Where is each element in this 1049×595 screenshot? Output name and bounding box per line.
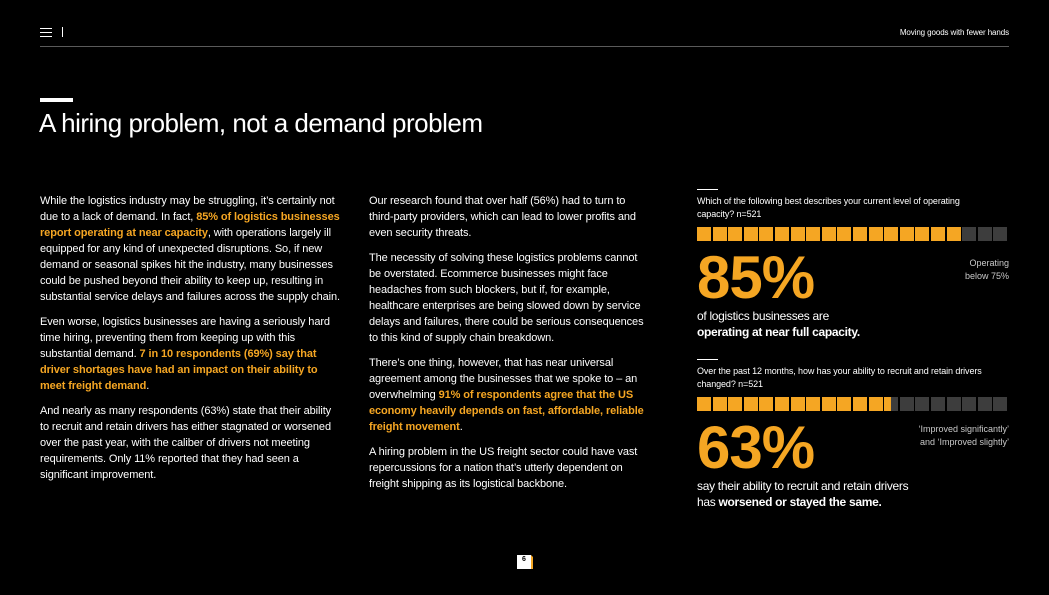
meter-block bbox=[947, 397, 961, 411]
meter-block bbox=[791, 397, 805, 411]
meter-block bbox=[697, 397, 711, 411]
meter-block bbox=[869, 227, 883, 241]
caption-line-bold: operating at near full capacity. bbox=[697, 325, 860, 339]
meter-block bbox=[728, 227, 742, 241]
meter-block bbox=[713, 397, 727, 411]
stat-side-note bbox=[965, 257, 1009, 283]
meter-block bbox=[806, 397, 820, 411]
body-paragraph bbox=[40, 314, 340, 394]
body-column-middle bbox=[369, 193, 651, 501]
body-paragraph bbox=[40, 193, 340, 305]
side-note-line: below 75% bbox=[964, 271, 1009, 281]
meter-block bbox=[806, 227, 820, 241]
big-stat-number: 63% bbox=[697, 414, 815, 481]
survey-question: Which of the following best describes your current level of operating capacity? n=521 bbox=[697, 196, 960, 219]
stat-rule bbox=[697, 189, 718, 190]
title-rule bbox=[40, 98, 73, 102]
body-paragraph bbox=[369, 250, 651, 346]
side-note-line: and ‘Improved slightly’ bbox=[919, 437, 1009, 447]
meter-block bbox=[744, 397, 758, 411]
highlighted-stat-text: 7 in 10 respondents (69%) say that driver shortages have had an impact on their ability to meet freight demand bbox=[40, 348, 318, 392]
paragraph-text: , with operations largely ill equipped for any kind of unexpected disruptions. So, if new demand or seasonal spikes hit the industry, many businesses could be pushed beyond their ability to keep up, resulting in substantial service delays and failures across the supply chain. bbox=[40, 227, 340, 303]
stat-caption bbox=[697, 308, 1009, 340]
meter-block bbox=[837, 397, 851, 411]
paragraph-text: And nearly as many respondents (63%) state that their ability to recruit and retain drivers has either stagnated or worsened over the past year, with the caliber of drivers not meeting requirements. Only 11% reported that they had seen a significant improvement. bbox=[40, 405, 332, 481]
meter-block bbox=[759, 227, 773, 241]
meter-block bbox=[713, 227, 727, 241]
caption-line-plain: of logistics businesses are bbox=[697, 309, 829, 323]
page-title: A hiring problem, not a demand problem bbox=[39, 108, 483, 138]
page-number: 6 bbox=[522, 556, 526, 563]
body-paragraph bbox=[40, 403, 340, 483]
meter-block bbox=[978, 227, 992, 241]
meter-block bbox=[869, 397, 883, 411]
paragraph-text: There’s one thing, however, that has near universal agreement among the businesses that we spoke to – an overwhelming bbox=[369, 357, 638, 401]
highlighted-stat-text: 91% of respondents agree that the US economy heavily depends on fast, affordable, reliable freight movement bbox=[369, 389, 644, 433]
meter-block bbox=[915, 397, 929, 411]
meter-block bbox=[728, 397, 742, 411]
header-divider bbox=[62, 27, 63, 37]
meter-block bbox=[884, 397, 898, 411]
paragraph-text: . bbox=[146, 380, 150, 392]
meter-block bbox=[775, 227, 789, 241]
meter-block bbox=[993, 397, 1007, 411]
block-meter bbox=[697, 227, 1009, 241]
block-meter bbox=[697, 397, 1009, 411]
meter-block bbox=[900, 227, 914, 241]
meter-block bbox=[978, 397, 992, 411]
paragraph-text: . bbox=[459, 421, 463, 433]
meter-block bbox=[837, 227, 851, 241]
page-number-badge bbox=[517, 555, 533, 569]
running-title: Moving goods with fewer hands bbox=[899, 28, 1009, 37]
caption-line-bold: worsened or stayed the same. bbox=[718, 495, 882, 509]
caption-bold-prefix: has bbox=[697, 495, 719, 509]
meter-block bbox=[853, 397, 867, 411]
meter-block bbox=[759, 397, 773, 411]
body-column-left bbox=[40, 193, 340, 492]
meter-block bbox=[744, 227, 758, 241]
meter-block bbox=[931, 397, 945, 411]
stat-block-drivers bbox=[697, 359, 1009, 510]
top-bar bbox=[40, 26, 1009, 47]
stat-rule bbox=[697, 359, 718, 360]
body-paragraph bbox=[369, 193, 651, 241]
meter-block bbox=[947, 227, 961, 241]
side-note-line: Operating bbox=[969, 258, 1009, 268]
paragraph-text: The necessity of solving these logistics problems cannot be overstated. Ecommerce businesses might face headaches from such blockers, but if, for example, healthcare enterprises are being slowed down by service delays and failures, there could be serious consequences to this kind of supply chain breakdown. bbox=[369, 252, 644, 344]
meter-block bbox=[697, 227, 711, 241]
meter-block bbox=[931, 227, 945, 241]
meter-block bbox=[915, 227, 929, 241]
meter-block bbox=[853, 227, 867, 241]
caption-line-plain: say their ability to recruit and retain drivers bbox=[697, 479, 909, 493]
hamburger-menu-icon[interactable] bbox=[40, 28, 52, 37]
meter-block bbox=[962, 397, 976, 411]
stat-block-capacity bbox=[697, 189, 1009, 340]
meter-block bbox=[993, 227, 1007, 241]
body-paragraph bbox=[369, 444, 651, 492]
meter-block bbox=[884, 227, 898, 241]
body-paragraph bbox=[369, 355, 651, 435]
highlighted-stat-text: 85% of logistics businesses report operating at near capacity bbox=[40, 211, 340, 239]
meter-block bbox=[822, 227, 836, 241]
meter-block bbox=[962, 227, 976, 241]
stat-caption bbox=[697, 478, 1009, 510]
stat-side-note bbox=[918, 423, 1009, 449]
meter-block bbox=[900, 397, 914, 411]
side-note-line: ‘Improved significantly’ bbox=[918, 424, 1009, 434]
paragraph-text: Even worse, logistics businesses are having a seriously hard time hiring, preventing them from keeping up with this substantial demand. bbox=[40, 316, 330, 360]
paragraph-text: Our research found that over half (56%) had to turn to third-party providers, which can lead to lower profits and even security threats. bbox=[369, 195, 636, 239]
meter-block bbox=[822, 397, 836, 411]
paragraph-text: A hiring problem in the US freight sector could have vast repercussions for a nation that’s utterly dependent on freight shipping as its logistical backbone. bbox=[369, 446, 638, 490]
survey-question: Over the past 12 months, how has your ability to recruit and retain drivers changed? n=521 bbox=[697, 366, 982, 389]
meter-block bbox=[791, 227, 805, 241]
paragraph-text: While the logistics industry may be struggling, it’s certainly not due to a lack of demand. In fact, bbox=[40, 195, 335, 223]
meter-block bbox=[775, 397, 789, 411]
big-stat-number: 85% bbox=[697, 244, 815, 311]
